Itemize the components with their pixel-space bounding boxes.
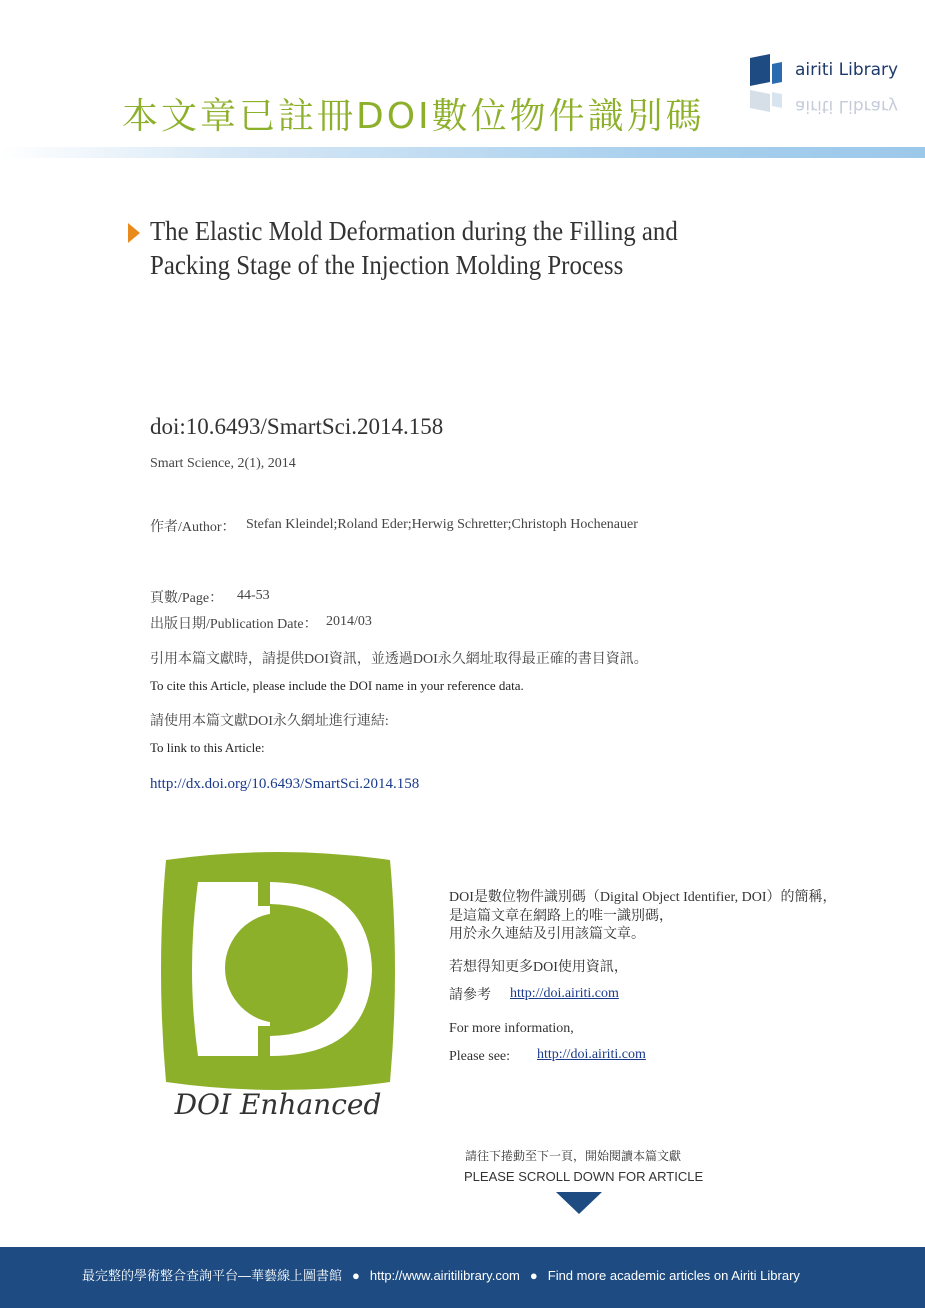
doi-info-line-2: 是這篇文章在網路上的唯一識別碼， <box>449 909 673 924</box>
scroll-down-icon[interactable] <box>555 1191 603 1215</box>
footer-url[interactable]: http://www.airitilibrary.com <box>369 1268 520 1283</box>
link-instruction-zh: 請使用本篇文獻DOI永久網址進行連結: <box>150 714 389 729</box>
author-label: 作者/Author： <box>150 520 236 535</box>
doi-enhanced-caption: DOI Enhanced <box>174 1088 382 1120</box>
author-list: Stefan Kleindel;Roland Eder;Herwig Schretter;Christoph Hochenauer <box>246 517 638 532</box>
more-info-en: For more information, <box>449 1021 574 1036</box>
bullet-icon: ● <box>352 1268 360 1283</box>
footer-text <box>82 1265 800 1284</box>
footer-bar <box>0 1247 925 1308</box>
cite-instruction-zh: 引用本篇文獻時，請提供DOI資訊，並透過DOI永久網址取得最正確的書目資訊。 <box>150 652 648 667</box>
footer-slogan: 最完整的學術整合查詢平台—華藝線上圖書館 <box>82 1268 343 1283</box>
doi-info-line-3: 用於永久連結及引用該篇文章。 <box>449 927 645 942</box>
cite-instruction-en: To cite this Article, please include the DOI name in your reference data. <box>150 678 524 693</box>
bullet-icon: ● <box>529 1268 538 1283</box>
footer-tagline: Find more academic articles on Airiti Library <box>547 1268 800 1283</box>
pubdate-value: 2014/03 <box>326 614 372 629</box>
page-range: 44-53 <box>237 588 270 603</box>
doi-info-link-zh[interactable]: http://doi.airiti.com <box>510 986 619 1001</box>
logo-text: airiti Library <box>795 60 899 80</box>
scroll-hint-zh: 請往下捲動至下一頁，開始閱讀本篇文獻 <box>465 1149 682 1163</box>
link-instruction-en: To link to this Article: <box>150 740 265 755</box>
doi-info-link-en[interactable]: http://doi.airiti.com <box>537 1047 646 1062</box>
scroll-hint-en: PLEASE SCROLL DOWN FOR ARTICLE <box>464 1169 704 1184</box>
page-label: 頁數/Page： <box>150 591 224 606</box>
pubdate-label: 出版日期/Publication Date： <box>150 617 318 632</box>
more-info-zh: 若想得知更多DOI使用資訊， <box>449 960 628 975</box>
see-label-zh: 請參考 <box>449 988 491 1003</box>
see-label-en: Please see: <box>449 1049 511 1064</box>
header-divider <box>0 147 925 158</box>
doi-info-line-1: DOI是數位物件識別碼（Digital Object Identifier, DOI）的簡稱， <box>449 890 837 905</box>
doi-enhanced-logo <box>158 850 398 1120</box>
journal-citation: Smart Science, 2(1), 2014 <box>150 456 296 471</box>
doi-permalink[interactable]: http://dx.doi.org/10.6493/SmartSci.2014.158 <box>150 776 420 792</box>
article-title: The Elastic Mold Deformation during the Filling and Packing Stage of the Injection Molding Process <box>150 216 678 280</box>
banner-title: 本文章已註冊DOI數位物件識別碼 <box>122 96 705 137</box>
doi-identifier: doi:10.6493/SmartSci.2014.158 <box>150 414 444 439</box>
logo-reflection: airiti Library <box>795 96 899 116</box>
title-bullet-icon <box>127 222 141 244</box>
